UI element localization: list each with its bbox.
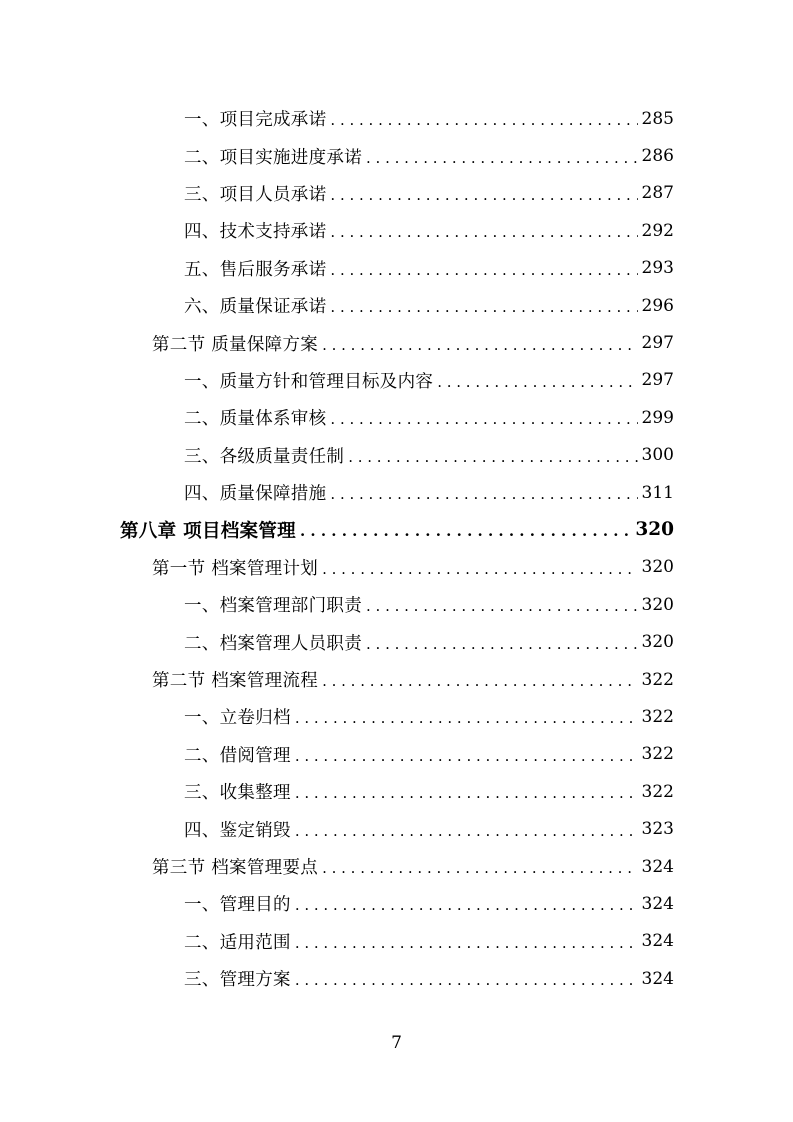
toc-dot-leader xyxy=(322,338,637,353)
toc-entry-title: 三、管理方案 xyxy=(184,970,291,991)
toc-subsection-entry[interactable] xyxy=(0,586,793,623)
toc-dot-leader xyxy=(366,151,638,166)
toc-subsection-entry[interactable] xyxy=(0,736,793,773)
toc-entry-page: 324 xyxy=(641,931,674,952)
toc-entry-page: 322 xyxy=(641,669,674,690)
toc-entry-title: 二、项目实施进度承诺 xyxy=(184,147,362,168)
toc-entry-page: 285 xyxy=(641,108,674,129)
toc-entry-page: 297 xyxy=(641,333,674,354)
toc-dot-leader xyxy=(330,487,637,502)
toc-entry-title: 四、鉴定销毁 xyxy=(184,820,291,841)
toc-entry-page: 322 xyxy=(641,744,674,765)
toc-entry-title: 一、档案管理部门职责 xyxy=(184,596,362,617)
toc-subsection-entry[interactable] xyxy=(0,810,793,847)
toc-dot-leader xyxy=(330,412,637,427)
toc-dot-leader xyxy=(330,188,637,203)
toc-dot-leader xyxy=(295,749,638,764)
toc-subsection-entry[interactable] xyxy=(0,773,793,810)
toc-entry-page: 292 xyxy=(641,220,674,241)
toc-dot-leader xyxy=(295,824,638,839)
toc-chapter-entry[interactable] xyxy=(0,511,793,548)
toc-entry-title: 第一节 档案管理计划 xyxy=(152,558,319,579)
toc-entry-title: 第二节 档案管理流程 xyxy=(152,671,319,692)
toc-dot-leader xyxy=(330,263,637,278)
toc-entry-page: 286 xyxy=(641,146,674,167)
toc-subsection-entry[interactable] xyxy=(0,437,793,474)
toc-subsection-entry[interactable] xyxy=(0,698,793,735)
toc-subsection-entry[interactable] xyxy=(0,137,793,174)
toc-dot-leader xyxy=(300,524,631,539)
toc-section-entry[interactable] xyxy=(0,549,793,586)
toc-dot-leader xyxy=(295,786,638,801)
toc-entry-title: 第二节 质量保障方案 xyxy=(152,334,319,355)
toc-entry-title: 五、售后服务承诺 xyxy=(184,259,327,280)
toc-entry-title: 第八章 项目档案管理 xyxy=(120,520,296,542)
toc-subsection-entry[interactable] xyxy=(0,212,793,249)
toc-section-entry[interactable] xyxy=(0,661,793,698)
toc-dot-leader xyxy=(295,711,638,726)
page-number: 7 xyxy=(391,1033,402,1053)
toc-subsection-entry[interactable] xyxy=(0,923,793,960)
toc-entry-title: 二、档案管理人员职责 xyxy=(184,633,362,654)
toc-dot-leader xyxy=(322,562,637,577)
toc-dot-leader xyxy=(330,113,637,128)
toc-entry-title: 二、适用范围 xyxy=(184,932,291,953)
toc-entry-page: 320 xyxy=(635,519,674,541)
toc-dot-leader xyxy=(322,861,637,876)
toc-entry-title: 二、借阅管理 xyxy=(184,745,291,766)
toc-entry-page: 311 xyxy=(641,482,674,503)
toc-subsection-entry[interactable] xyxy=(0,250,793,287)
toc-subsection-entry[interactable] xyxy=(0,287,793,324)
toc-entry-title: 六、质量保证承诺 xyxy=(184,297,327,318)
toc-subsection-entry[interactable] xyxy=(0,623,793,660)
toc-entry-title: 一、管理目的 xyxy=(184,895,291,916)
table-of-contents xyxy=(0,100,793,997)
toc-entry-page: 320 xyxy=(641,594,674,615)
toc-entry-title: 三、各级质量责任制 xyxy=(184,446,345,467)
toc-entry-title: 四、技术支持承诺 xyxy=(184,222,327,243)
toc-dot-leader xyxy=(295,973,638,988)
toc-entry-title: 四、质量保障措施 xyxy=(184,484,327,505)
toc-dot-leader xyxy=(366,637,638,652)
toc-entry-page: 320 xyxy=(641,632,674,653)
toc-entry-page: 287 xyxy=(641,183,674,204)
toc-entry-page: 322 xyxy=(641,781,674,802)
toc-entry-title: 一、立卷归档 xyxy=(184,708,291,729)
toc-subsection-entry[interactable] xyxy=(0,175,793,212)
toc-entry-page: 323 xyxy=(641,819,674,840)
toc-subsection-entry[interactable] xyxy=(0,474,793,511)
toc-entry-page: 300 xyxy=(641,445,674,466)
toc-dot-leader xyxy=(330,300,637,315)
toc-subsection-entry[interactable] xyxy=(0,100,793,137)
toc-entry-page: 299 xyxy=(641,407,674,428)
toc-entry-page: 324 xyxy=(641,856,674,877)
toc-subsection-entry[interactable] xyxy=(0,885,793,922)
toc-section-entry[interactable] xyxy=(0,848,793,885)
toc-entry-title: 一、质量方针和管理目标及内容 xyxy=(184,371,434,392)
toc-entry-page: 296 xyxy=(641,295,674,316)
toc-entry-title: 第三节 档案管理要点 xyxy=(152,858,319,878)
toc-entry-title: 二、质量体系审核 xyxy=(184,409,327,430)
toc-entry-title: 三、项目人员承诺 xyxy=(184,184,327,205)
toc-section-entry[interactable] xyxy=(0,324,793,361)
toc-subsection-entry[interactable] xyxy=(0,960,793,997)
toc-dot-leader xyxy=(295,898,638,913)
toc-dot-leader xyxy=(366,599,638,614)
toc-entry-title: 三、收集整理 xyxy=(184,783,291,804)
toc-dot-leader xyxy=(295,936,638,951)
toc-entry-page: 324 xyxy=(641,893,674,914)
toc-dot-leader xyxy=(330,225,637,240)
toc-entry-title: 一、项目完成承诺 xyxy=(184,110,327,131)
toc-dot-leader xyxy=(322,674,637,689)
toc-entry-page: 322 xyxy=(641,706,674,727)
toc-entry-page: 324 xyxy=(641,968,674,989)
toc-subsection-entry[interactable] xyxy=(0,362,793,399)
toc-dot-leader xyxy=(348,450,637,465)
toc-entry-page: 293 xyxy=(641,258,674,279)
toc-entry-page: 297 xyxy=(641,370,674,391)
toc-dot-leader xyxy=(437,375,637,390)
toc-entry-page: 320 xyxy=(641,557,674,578)
toc-subsection-entry[interactable] xyxy=(0,399,793,436)
